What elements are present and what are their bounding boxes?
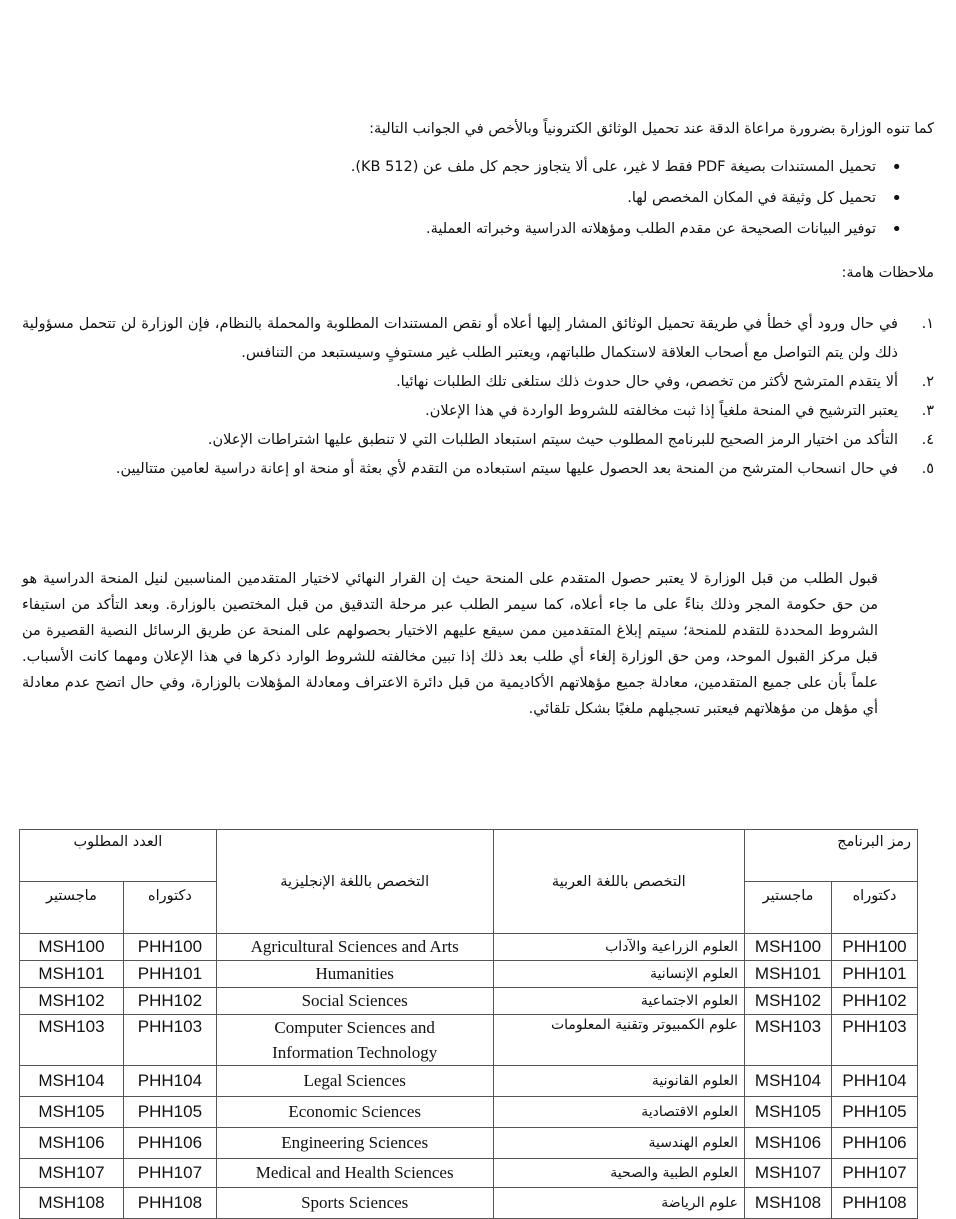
important-notes-list bbox=[22, 310, 934, 484]
arabic-major-header: التخصص باللغة العربية bbox=[493, 830, 745, 934]
list-number: ١. bbox=[921, 316, 934, 332]
english-major-cell: Engineering Sciences bbox=[216, 1128, 493, 1159]
required-phd-cell: PHH105 bbox=[123, 1097, 216, 1128]
list-item bbox=[22, 310, 934, 368]
phd-code-cell: PHH103 bbox=[831, 1015, 917, 1066]
table-row bbox=[20, 934, 918, 961]
table-row bbox=[20, 1015, 918, 1066]
list-item bbox=[22, 397, 934, 426]
required-phd-cell: PHH107 bbox=[123, 1159, 216, 1188]
list-number: ٣. bbox=[921, 403, 934, 419]
english-major-cell: Agricultural Sciences and Arts bbox=[216, 934, 493, 961]
programs-table bbox=[19, 829, 918, 1219]
english-major-cell: Sports Sciences bbox=[216, 1188, 493, 1219]
table-row bbox=[20, 1159, 918, 1188]
phd-code-cell: PHH106 bbox=[831, 1128, 917, 1159]
list-item bbox=[22, 426, 934, 455]
required-phd-cell: PHH102 bbox=[123, 988, 216, 1015]
masters-code-cell: MSH105 bbox=[745, 1097, 832, 1128]
arabic-major-cell: العلوم الإنسانية bbox=[493, 961, 745, 988]
required-masters-cell: MSH106 bbox=[20, 1128, 124, 1159]
required-masters-cell: MSH105 bbox=[20, 1097, 124, 1128]
arabic-major-cell: علوم الكمبيوتر وتقنية المعلومات bbox=[493, 1015, 745, 1066]
arabic-major-cell: العلوم الهندسية bbox=[493, 1128, 745, 1159]
masters-header: ماجستير bbox=[20, 882, 124, 934]
list-number: ٢. bbox=[921, 374, 934, 390]
required-masters-cell: MSH102 bbox=[20, 988, 124, 1015]
required-phd-cell: PHH104 bbox=[123, 1066, 216, 1097]
english-major-cell: Economic Sciences bbox=[216, 1097, 493, 1128]
arabic-major-cell: علوم الرياضة bbox=[493, 1188, 745, 1219]
required-phd-cell: PHH103 bbox=[123, 1015, 216, 1066]
required-number-header: العدد المطلوب bbox=[20, 830, 217, 882]
table-row bbox=[20, 1128, 918, 1159]
notes-heading: ملاحظات هامة: bbox=[841, 265, 934, 281]
english-major-cell: Computer Sciences and Information Technology bbox=[216, 1015, 493, 1066]
note-text: ألا يتقدم المترشح لأكثر من تخصص، وفي حال حدوث ذلك ستلغى تلك الطلبات نهائيا. bbox=[396, 374, 898, 390]
masters-code-cell: MSH104 bbox=[745, 1066, 832, 1097]
phd-code-cell: PHH107 bbox=[831, 1159, 917, 1188]
required-masters-cell: MSH103 bbox=[20, 1015, 124, 1066]
required-phd-cell: PHH101 bbox=[123, 961, 216, 988]
required-phd-cell: PHH108 bbox=[123, 1188, 216, 1219]
phd-header: دكتوراه bbox=[831, 882, 917, 934]
required-phd-cell: PHH106 bbox=[123, 1128, 216, 1159]
list-item: • تحميل المستندات بصيغة PDF فقط لا غير، على ألا يتجاوز حجم كل ملف عن (512 KB). bbox=[56, 152, 876, 183]
required-phd-cell: PHH100 bbox=[123, 934, 216, 961]
english-major-header: التخصص باللغة الإنجليزية bbox=[216, 830, 493, 934]
required-masters-cell: MSH108 bbox=[20, 1188, 124, 1219]
list-item: • توفير البيانات الصحيحة عن مقدم الطلب ومؤهلاته الدراسية وخبراته العملية. bbox=[56, 214, 876, 245]
phd-code-cell: PHH108 bbox=[831, 1188, 917, 1219]
required-masters-cell: MSH100 bbox=[20, 934, 124, 961]
arabic-major-cell: العلوم الاقتصادية bbox=[493, 1097, 745, 1128]
phd-header: دكتوراه bbox=[123, 882, 216, 934]
arabic-major-cell: العلوم القانونية bbox=[493, 1066, 745, 1097]
masters-code-cell: MSH103 bbox=[745, 1015, 832, 1066]
note-text: التأكد من اختيار الرمز الصحيح للبرنامج المطلوب حيث سيتم استبعاد الطلبات التي لا تنطبق عليها اشتراطات الإعلان. bbox=[207, 432, 898, 448]
upload-requirements-list bbox=[56, 152, 876, 245]
note-text: في حال انسحاب المترشح من المنحة بعد الحصول عليها سيتم استبعاده من التقدم لأي بعثة أو منحة او إعانة دراسية لعامين متتاليين. bbox=[115, 461, 898, 477]
masters-code-cell: MSH107 bbox=[745, 1159, 832, 1188]
phd-code-cell: PHH104 bbox=[831, 1066, 917, 1097]
note-text: في حال ورود أي خطأ في طريقة تحميل الوثائق المشار إليها أعلاه أو نقص المستندات المطلوبة والمحملة بالنظام، فإن الوزارة لن تتحمل مسؤولية ذلك ولن يتم التواصل مع أصحاب العلاقة لاستكمال طلباتهم، ويعتبر الطلب غير مستوفٍ وسيستبعد من التنافس. bbox=[22, 316, 898, 361]
english-major-cell: Humanities bbox=[216, 961, 493, 988]
required-masters-cell: MSH101 bbox=[20, 961, 124, 988]
acceptance-paragraph: قبول الطلب من قبل الوزارة لا يعتبر حصول المتقدم على المنحة حيث إن القرار النهائي لاختيار المتقدمين المناسبين لنيل المنحة الدراسية هو من حق حكومة المجر وذلك بناءً على ما جاء أعلاه، كما سيمر الطلب عبر مرحلة التدقيق من قبل المختصين بالوزارة. وبعد التأكد من استيفاء الشروط المحددة للتقدم للمنحة؛ سيتم إبلاغ المتقدمين ممن سيقع عليهم الاختيار بحصولهم على المنحة عن طريق الرسائل النصية القصيرة من قبل مركز القبول الموحد، ومن حق الوزارة إلغاء أي طلب بعد ذلك إذا تبين مخالفته للشروط الوارد ذكرها في هذا الإعلان ومهما كانت الأسباب. علماً بأن على جميع المتقدمين، معادلة جميع مؤهلاتهم الأكاديمية من قبل دائرة الاعتراف ومعادلة المؤهلات بالوزارة، وفي حال اتضح عدم معادلة أي مؤهل من مؤهلاتهم فيعتبر تسجيلهم ملغيًا بشكل تلقائي. bbox=[22, 571, 878, 717]
required-masters-cell: MSH107 bbox=[20, 1159, 124, 1188]
list-number: ٤. bbox=[921, 432, 934, 448]
masters-code-cell: MSH102 bbox=[745, 988, 832, 1015]
table-header-row bbox=[20, 830, 918, 882]
table-row bbox=[20, 1066, 918, 1097]
masters-code-cell: MSH101 bbox=[745, 961, 832, 988]
intro-text: كما تنوه الوزارة بضرورة مراعاة الدقة عند تحميل الوثائق الكترونياً وبالأخص في الجوانب التالية: bbox=[369, 121, 934, 137]
masters-code-cell: MSH106 bbox=[745, 1128, 832, 1159]
arabic-major-cell: العلوم الزراعية والآداب bbox=[493, 934, 745, 961]
masters-code-cell: MSH100 bbox=[745, 934, 832, 961]
program-code-header: رمز البرنامج bbox=[745, 830, 918, 882]
phd-code-cell: PHH100 bbox=[831, 934, 917, 961]
phd-code-cell: PHH105 bbox=[831, 1097, 917, 1128]
table-row bbox=[20, 1188, 918, 1219]
masters-header: ماجستير bbox=[745, 882, 832, 934]
english-major-cell: Legal Sciences bbox=[216, 1066, 493, 1097]
english-major-cell: Social Sciences bbox=[216, 988, 493, 1015]
note-text: يعتبر الترشيح في المنحة ملغياً إذا ثبت مخالفته للشروط الواردة في هذا الإعلان. bbox=[425, 403, 898, 419]
list-item: • تحميل كل وثيقة في المكان المخصص لها. bbox=[56, 183, 876, 214]
required-masters-cell: MSH104 bbox=[20, 1066, 124, 1097]
list-item bbox=[22, 455, 934, 484]
english-major-cell: Medical and Health Sciences bbox=[216, 1159, 493, 1188]
list-item bbox=[22, 368, 934, 397]
table-row bbox=[20, 988, 918, 1015]
phd-code-cell: PHH102 bbox=[831, 988, 917, 1015]
table-row bbox=[20, 961, 918, 988]
arabic-major-cell: العلوم الاجتماعية bbox=[493, 988, 745, 1015]
phd-code-cell: PHH101 bbox=[831, 961, 917, 988]
table-row bbox=[20, 1097, 918, 1128]
list-number: ٥. bbox=[921, 461, 934, 477]
masters-code-cell: MSH108 bbox=[745, 1188, 832, 1219]
arabic-major-cell: العلوم الطبية والصحية bbox=[493, 1159, 745, 1188]
